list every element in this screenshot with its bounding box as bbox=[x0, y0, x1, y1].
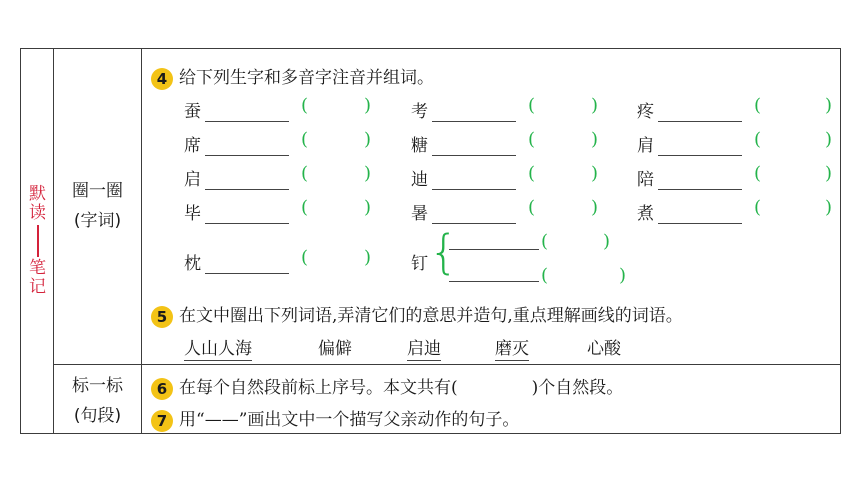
pinyin-item bbox=[637, 97, 742, 122]
paren-close: ) bbox=[364, 163, 372, 184]
paren-open: ( bbox=[528, 129, 536, 150]
paren-open: ( bbox=[301, 197, 309, 218]
paren-open: ( bbox=[754, 95, 762, 116]
paren-open: ( bbox=[301, 95, 309, 116]
paren-close: ) bbox=[825, 197, 833, 218]
word-1: 人山人海 bbox=[184, 334, 252, 361]
item-ding bbox=[411, 249, 428, 274]
paren-close: ) bbox=[825, 129, 833, 150]
paren-open: ( bbox=[301, 247, 309, 268]
paren-close: ) bbox=[591, 95, 599, 116]
pinyin-char: 迪 bbox=[411, 170, 428, 190]
word-4: 磨灭 bbox=[495, 334, 529, 361]
question-7-text: 用“——”画出文中一个描写父亲动作的句子。 bbox=[179, 410, 520, 430]
pinyin-blank[interactable] bbox=[658, 171, 742, 190]
question-5 bbox=[151, 301, 683, 328]
pinyin-blank[interactable] bbox=[658, 205, 742, 224]
question-6 bbox=[151, 373, 623, 400]
paren-close: ) bbox=[364, 95, 372, 116]
pinyin-item bbox=[411, 97, 516, 122]
ding-paren-close-1: ) bbox=[603, 231, 611, 252]
word-2: 偏僻 bbox=[318, 339, 352, 359]
word-3: 启迪 bbox=[407, 334, 441, 361]
pinyin-blank[interactable] bbox=[432, 171, 516, 190]
paren-open: ( bbox=[528, 163, 536, 184]
section-mark-title: 标一标 bbox=[72, 376, 123, 396]
question-7-number: 7 bbox=[151, 410, 173, 432]
pinyin-item bbox=[637, 165, 742, 190]
paren-open: ( bbox=[754, 163, 762, 184]
paren-open: ( bbox=[301, 163, 309, 184]
pinyin-blank[interactable] bbox=[205, 171, 289, 190]
ding-paren-open-2: ( bbox=[541, 265, 549, 286]
pinyin-char: 陪 bbox=[637, 170, 654, 190]
pinyin-item bbox=[411, 165, 516, 190]
paren-open: ( bbox=[301, 129, 309, 150]
section-mark-subtitle: (句段) bbox=[73, 406, 122, 426]
pinyin-blank[interactable] bbox=[432, 205, 516, 224]
question-4 bbox=[151, 63, 434, 90]
question-5-text: 在文中圈出下列词语,弄清它们的意思并造句,重点理解画线的词语。 bbox=[179, 306, 683, 326]
pinyin-item bbox=[637, 131, 742, 156]
pinyin-char: 启 bbox=[184, 170, 201, 190]
question-5-number: 5 bbox=[151, 306, 173, 328]
pinyin-char: 蚕 bbox=[184, 102, 201, 122]
brace-icon: { bbox=[429, 225, 459, 279]
side-char-2: 读 bbox=[29, 203, 46, 223]
paren-close: ) bbox=[591, 197, 599, 218]
section-circle-subtitle: (字词) bbox=[73, 211, 122, 231]
word-5: 心酸 bbox=[587, 339, 621, 359]
question-6-number: 6 bbox=[151, 378, 173, 400]
pinyin-item bbox=[637, 199, 742, 224]
pinyin-blank[interactable] bbox=[658, 137, 742, 156]
pinyin-char: 疼 bbox=[637, 102, 654, 122]
question-4-text: 给下列生字和多音字注音并组词。 bbox=[179, 68, 434, 88]
paren-open: ( bbox=[528, 95, 536, 116]
side-dash bbox=[37, 225, 39, 257]
ding-blank-2[interactable] bbox=[449, 281, 539, 282]
paren-close: ) bbox=[364, 129, 372, 150]
pinyin-blank[interactable] bbox=[432, 103, 516, 122]
pinyin-char: 暑 bbox=[411, 204, 428, 224]
side-char-3: 笔 bbox=[29, 258, 46, 278]
paren-close: ) bbox=[825, 163, 833, 184]
paren-open: ( bbox=[754, 197, 762, 218]
ding-paren-close-2: ) bbox=[619, 265, 627, 286]
pinyin-item bbox=[184, 249, 289, 274]
pinyin-char: 枕 bbox=[184, 254, 201, 274]
pinyin-char: 糖 bbox=[411, 136, 428, 156]
side-char-4: 记 bbox=[29, 277, 46, 297]
paren-close: ) bbox=[591, 129, 599, 150]
pinyin-blank[interactable] bbox=[205, 137, 289, 156]
pinyin-char: 肩 bbox=[637, 136, 654, 156]
pinyin-char: 煮 bbox=[637, 204, 654, 224]
paren-close: ) bbox=[825, 95, 833, 116]
paren-close: ) bbox=[591, 163, 599, 184]
pinyin-item bbox=[184, 131, 289, 156]
divider-row bbox=[53, 364, 840, 365]
side-char-1: 默 bbox=[29, 184, 46, 204]
section-mark-label bbox=[54, 371, 141, 431]
pinyin-item bbox=[184, 199, 289, 224]
section-circle-label bbox=[54, 176, 141, 236]
ding-blank-1[interactable] bbox=[449, 249, 539, 250]
divider-label bbox=[141, 49, 142, 433]
pinyin-item bbox=[411, 199, 516, 224]
pinyin-blank[interactable] bbox=[205, 255, 289, 274]
pinyin-char: 毕 bbox=[184, 204, 201, 224]
pinyin-char: 考 bbox=[411, 102, 428, 122]
pinyin-item bbox=[184, 165, 289, 190]
side-label bbox=[21, 49, 54, 433]
pinyin-item bbox=[184, 97, 289, 122]
question-6-text: 在每个自然段前标上序号。本文共有( bbox=[179, 378, 458, 398]
pinyin-char: 席 bbox=[184, 136, 201, 156]
paren-open: ( bbox=[528, 197, 536, 218]
paren-close: ) bbox=[364, 197, 372, 218]
section-circle-title: 圈一圈 bbox=[72, 181, 123, 201]
paren-open: ( bbox=[754, 129, 762, 150]
pinyin-blank[interactable] bbox=[432, 137, 516, 156]
item-ding-char: 钉 bbox=[411, 254, 428, 274]
pinyin-item bbox=[411, 131, 516, 156]
notes-table bbox=[20, 48, 841, 434]
question-6-text-end: )个自然段。 bbox=[531, 378, 624, 398]
pinyin-blank[interactable] bbox=[205, 103, 289, 122]
paren-close: ) bbox=[364, 247, 372, 268]
ding-paren-open-1: ( bbox=[541, 231, 549, 252]
question-4-number: 4 bbox=[151, 68, 173, 90]
question-7 bbox=[151, 405, 519, 432]
pinyin-blank[interactable] bbox=[658, 103, 742, 122]
pinyin-blank[interactable] bbox=[205, 205, 289, 224]
